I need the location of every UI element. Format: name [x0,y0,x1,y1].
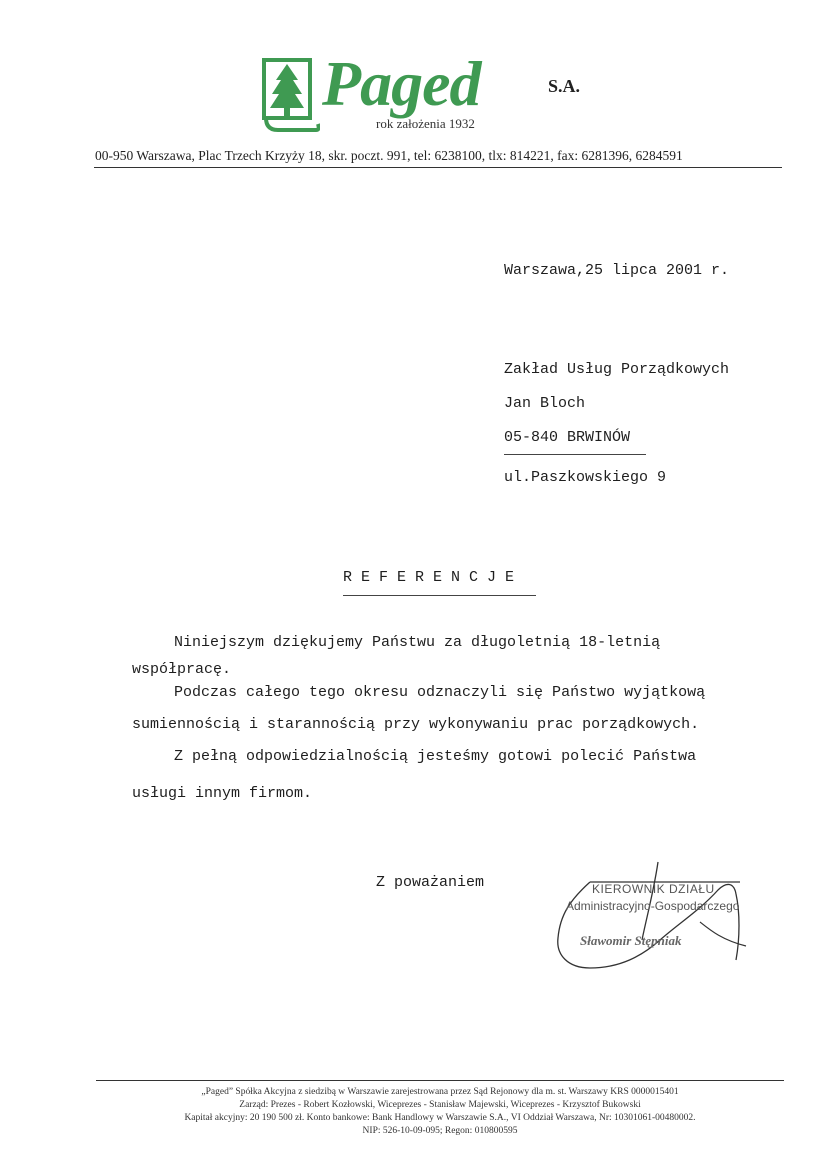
paragraph-3-line-2: usługi innym firmom. [132,785,313,802]
founded-year: rok założenia 1932 [376,116,475,131]
stamp-department: Administracyjno-Gospodarczego [566,899,740,913]
footer-line-3: Kapitał akcyjny: 20 190 500 zł. Konto bankowe: Bank Handlowy w Warszawie S.A., VI Oddział Warszawa, Nr: 10301061-00480002. [184,1113,696,1123]
document-title: R E F E R E N C J E [343,569,515,586]
header-address: 00-950 Warszawa, Plac Trzech Krzyży 18, skr. poczt. 991, tel: 6238100, tlx: 814221, fax: 6281396, 6284591 [95,148,683,163]
footer-line-2: Zarząd: Prezes - Robert Kozłowski, Wiceprezes - Stanisław Majewski, Wiceprezes - Krzysztof Bukowski [239,1100,641,1110]
tree-logo-icon [262,58,320,134]
recipient-city: 05-840 BRWINÓW [504,429,631,446]
closing: Z poważaniem [376,874,485,891]
title-underline [343,595,536,596]
paragraph-3-line-1: Z pełną odpowiedzialnością jesteśmy gotowi polecić Państwa [174,748,697,765]
paragraph-2-line-2: sumiennością i starannością przy wykonywaniu prac porządkowych. [132,716,700,733]
brand-legal-form: S.A. [548,76,581,96]
stamp-name: Sławomir Stępniak [580,933,682,948]
footer-line-1: „Paged” Spółka Akcyjna z siedzibą w Warszawie zarejestrowana przez Sąd Rejonowy dla m. st. Warszawy KRS 0000015401 [201,1087,679,1097]
signature-icon [550,860,750,975]
stamp-title: KIEROWNIK DZIAŁU [592,882,715,896]
footer-line-4: NIP: 526-10-09-095; Regon: 010800595 [362,1126,518,1136]
paragraph-1-line-1: Niniejszym dziękujemy Państwu za długoletnią 18-letnią [174,634,661,651]
recipient-person: Jan Bloch [504,395,586,412]
recipient-street: ul.Paszkowskiego 9 [504,469,667,486]
paragraph-2-line-1: Podczas całego tego okresu odznaczyli się Państwo wyjątkową [174,684,706,701]
paragraph-1-line-2: współpracę. [132,661,232,678]
recipient-company: Zakład Usług Porządkowych [504,361,730,378]
date-line: Warszawa,25 lipca 2001 r. [504,262,730,279]
footer-divider [96,1080,784,1081]
brand-logo-text: Paged [322,48,481,119]
recipient-city-underline [504,454,646,455]
header-divider [94,167,782,168]
